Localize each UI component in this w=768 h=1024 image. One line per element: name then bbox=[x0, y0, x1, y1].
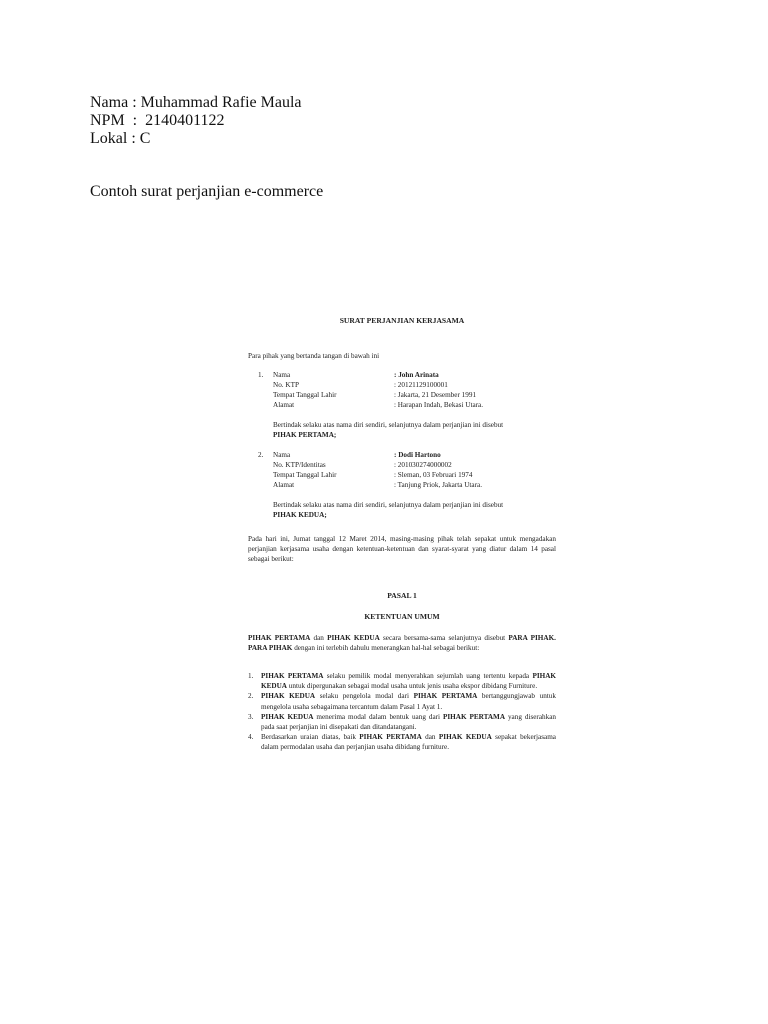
list-number: 1. bbox=[248, 672, 254, 680]
party-term: PIHAK PERTAMA bbox=[413, 692, 478, 701]
party-one-number: 1. bbox=[258, 371, 264, 379]
letter-intro: Para pihak yang bertanda tangan di bawah ini bbox=[248, 352, 380, 360]
text-run: dan bbox=[421, 733, 439, 742]
text-run: sepakat bekerjasama dalam permodalan usaha dan perjanjian usaha dibidang furniture. bbox=[261, 733, 556, 752]
party-term: PIHAK KEDUA bbox=[261, 712, 314, 721]
field-label: Alamat bbox=[273, 481, 295, 489]
list-item bbox=[248, 712, 556, 732]
text-run: secara bersama-sama selanjutnya disebut bbox=[379, 634, 509, 642]
list-number: 3. bbox=[248, 712, 254, 721]
field-label: Nama bbox=[273, 371, 291, 379]
student-lokal: Lokal : C bbox=[90, 130, 151, 147]
field-value: : John Arinata bbox=[394, 371, 439, 379]
list-item bbox=[248, 691, 556, 711]
letter-title: SURAT PERJANJIAN KERJASAMA bbox=[339, 316, 465, 325]
field-value: : 20121129100001 bbox=[394, 381, 448, 389]
list-number: 4. bbox=[248, 733, 254, 742]
field-label: Tempat Tanggal Lahir bbox=[273, 391, 337, 399]
party-term: PIHAK KEDUA bbox=[327, 634, 380, 642]
field-value: : Jakarta, 21 Desember 1991 bbox=[394, 391, 477, 399]
student-info bbox=[90, 94, 302, 148]
list-number: 2. bbox=[248, 692, 254, 701]
pasal-title: PASAL 1 bbox=[387, 591, 417, 600]
text-run: untuk dipergunakan sebagai modal usaha untuk jenis usaha ekspor dibidang Furniture. bbox=[286, 682, 538, 691]
field-label: No. KTP/Identitas bbox=[273, 461, 326, 469]
party-term: PIHAK KEDUA bbox=[438, 733, 492, 742]
party-two-number: 2. bbox=[258, 451, 264, 459]
party-term: PIHAK KEDUA bbox=[261, 692, 316, 701]
text-run: Berdasarkan uraian diatas, baik bbox=[261, 733, 360, 742]
text-run: bertanggungjawab untuk mengelola usaha sebagaimana tercantum dalam Pasal 1 Ayat 1. bbox=[261, 692, 556, 711]
field-value: : Dodi Hartono bbox=[394, 451, 441, 459]
field-label: No. KTP bbox=[273, 381, 299, 389]
party-one-statement: Bertindak selaku atas nama diri sendiri, selanjutnya dalam perjanjian ini disebut bbox=[273, 421, 504, 429]
party-term: PIHAK PERTAMA bbox=[261, 672, 324, 680]
student-name: Nama : Muhammad Rafie Maula bbox=[90, 94, 302, 111]
party-term: PARA PIHAK. PARA PIHAK bbox=[248, 634, 556, 653]
opening-paragraph: Pada hari ini, Jumat tanggal 12 Maret 2014, masing-masing pihak telah sepakat untuk mengadakan perjanjian kerjasama usaha dengan ketentuan-ketentuan dan syarat-syarat yang diatur dalam 14 pasal sebagai berikut: bbox=[248, 535, 556, 564]
field-value: : Sleman, 03 Februari 1974 bbox=[394, 471, 473, 479]
party-two-role: PIHAK KEDUA; bbox=[273, 511, 327, 519]
field-label: Tempat Tanggal Lahir bbox=[273, 471, 337, 479]
party-term: PIHAK PERTAMA bbox=[359, 733, 422, 742]
field-value: : Tanjung Priok, Jakarta Utara. bbox=[394, 481, 482, 489]
list-item bbox=[248, 732, 556, 752]
field-value: : Harapan Indah, Bekasi Utara. bbox=[394, 401, 484, 409]
text-run: selaku pemilik modal menyerahkan sejumlah uang tertentu kepada bbox=[323, 672, 533, 680]
party-term: PIHAK KEDUA bbox=[261, 672, 556, 691]
student-npm: NPM : 2140401122 bbox=[90, 112, 225, 129]
party-two-statement: Bertindak selaku atas nama diri sendiri, selanjutnya dalam perjanjian ini disebut bbox=[273, 501, 504, 509]
party-term: PIHAK PERTAMA bbox=[248, 634, 311, 642]
party-term: PIHAK PERTAMA bbox=[442, 712, 506, 721]
provisions-list bbox=[248, 671, 556, 753]
text-run: dengan ini terlebih dahulu menerangkan hal-hal sebagai berikut: bbox=[292, 644, 480, 653]
pasal-subtitle: KETENTUAN UMUM bbox=[364, 612, 440, 621]
field-label: Alamat bbox=[273, 401, 295, 409]
party-one-role: PIHAK PERTAMA; bbox=[273, 431, 337, 439]
text-run: yang diserahkan pada saat perjanjian ini disepakati dan ditandatangani. bbox=[261, 712, 556, 732]
field-value: : 201030274000002 bbox=[394, 461, 452, 469]
assignment-title: Contoh surat perjanjian e-commerce bbox=[90, 183, 324, 200]
list-item bbox=[248, 671, 556, 691]
text-run: selaku pengelola modal dari bbox=[315, 692, 414, 701]
text-run: menerima modal dalam bentuk uang dari bbox=[313, 712, 443, 721]
text-run: dan bbox=[310, 634, 328, 642]
field-label: Nama bbox=[273, 451, 291, 459]
general-paragraph bbox=[248, 633, 556, 653]
